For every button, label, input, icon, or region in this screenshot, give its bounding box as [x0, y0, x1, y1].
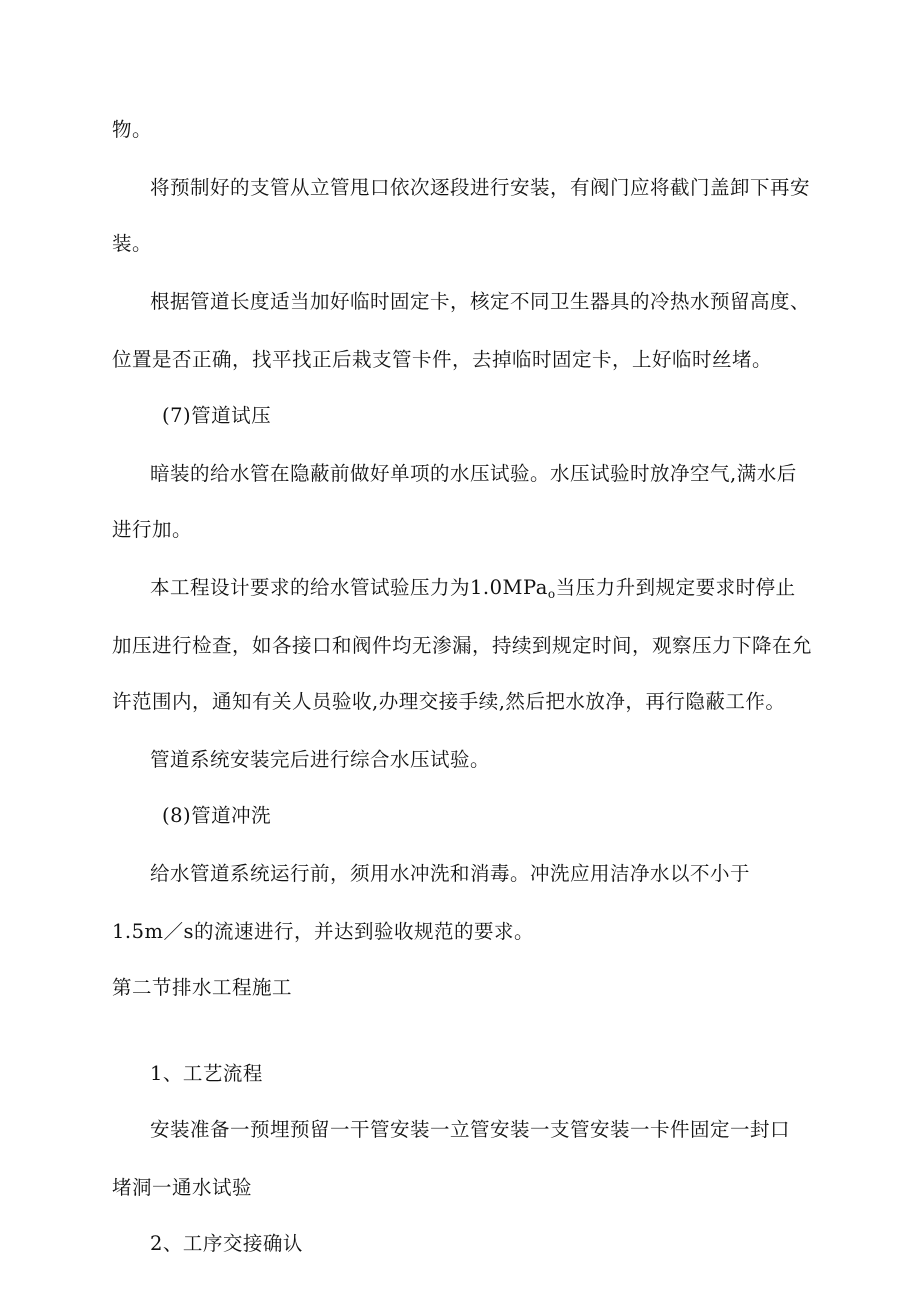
chapter-heading: 第二节排水工程施工 [112, 976, 293, 999]
subscript-o: o [547, 587, 556, 601]
paragraph-line: 安装准备一预埋预留一干管安装一立管安装一支管安装一卡件固定一封口 [150, 1118, 791, 1141]
paragraph-line: 许范围内，通知有关人员验收,办理交接手续,然后把水放净，再行隐蔽工作。 [112, 690, 786, 713]
paragraph-line: 加压进行检查，如各接口和阀件均无渗漏，持续到规定时间，观察压力下降在允 [112, 634, 813, 657]
section-heading: 1、工艺流程 [150, 1062, 263, 1085]
paragraph-line: 管道系统安装完后进行综合水压试验。 [150, 748, 491, 771]
paragraph-line: 1.5m／s的流速进行，并达到验收规范的要求。 [112, 920, 535, 943]
section-heading: (7)管道试压 [162, 404, 272, 427]
paragraph-line: 给水管道系统运行前，须用水冲洗和消毒。冲洗应用洁净水以不小于 [150, 862, 751, 885]
paragraph-line: 装。 [112, 232, 153, 255]
section-heading: 2、工序交接确认 [150, 1232, 303, 1255]
paragraph-line: 将预制好的支管从立管甩口依次逐段进行安装，有阀门应将截门盖卸下再安 [150, 176, 811, 199]
paragraph-line: 堵洞一通水试验 [112, 1176, 253, 1199]
section-heading: (8)管道冲洗 [162, 804, 272, 827]
paragraph-line: 进行加。 [112, 518, 193, 541]
pressure-text: 本工程设计要求的给水管试验压力为1.0MPa [150, 576, 548, 599]
paragraph-line [150, 574, 796, 608]
paragraph-line: 根据管道长度适当加好临时固定卡，核定不同卫生器具的冷热水预留高度、 [150, 290, 811, 313]
paragraph-line: 暗装的给水管在隐蔽前做好单项的水压试验。水压试验时放净空气,满水后 [150, 462, 797, 485]
paragraph-line: 位置是否正确，找平找正后栽支管卡件，去掉临时固定卡，上好临时丝堵。 [112, 348, 773, 371]
pressure-text-continued: 当压力升到规定要求时停止 [555, 576, 796, 599]
paragraph-line: 物。 [112, 118, 153, 141]
